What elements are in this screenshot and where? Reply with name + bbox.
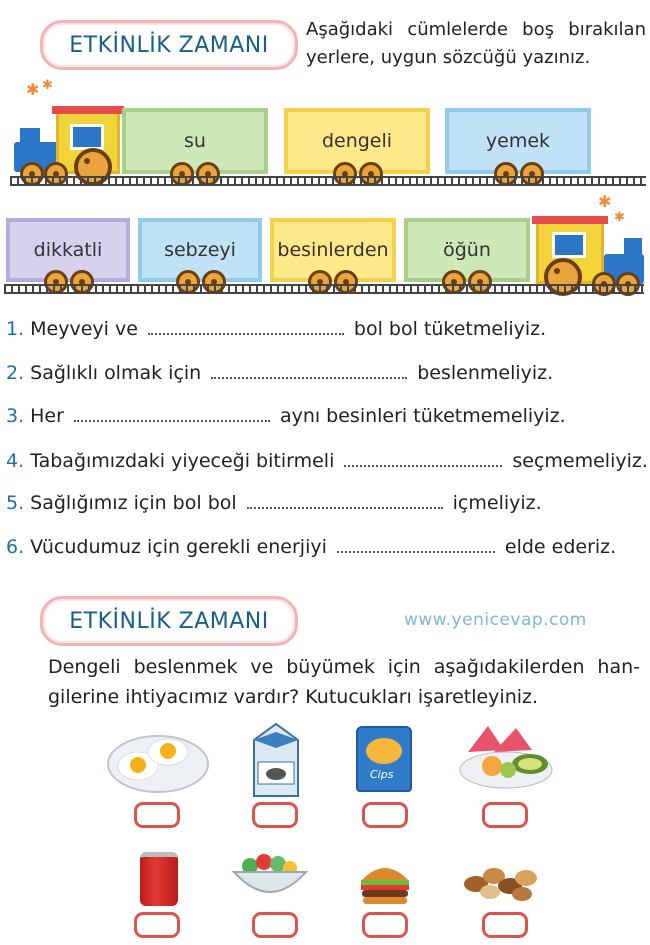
checkbox-soda-can[interactable] (134, 912, 180, 938)
car-label: dengeli (321, 130, 393, 152)
question-4: 4. Tabağımızdaki yiyeceği bitirmeli seçmemeliyiz. (6, 450, 648, 472)
answer-blank[interactable] (74, 416, 270, 422)
egg-plate-icon (106, 728, 210, 794)
fruit-plate-icon (458, 722, 554, 792)
car-label: öğün (443, 239, 491, 261)
smoke-icon: ✱ (598, 192, 612, 211)
section2-title: ETKİNLİK ZAMANI (40, 596, 298, 646)
checkbox-milk-carton[interactable] (252, 802, 298, 828)
car-label: yemek (485, 130, 551, 152)
salad-bowl-icon (232, 852, 308, 906)
answer-blank[interactable] (247, 503, 443, 509)
chips-bag-icon: Cips (356, 726, 412, 792)
watermark: www.yenicevap.com (404, 610, 587, 630)
car-label: sebzeyi (164, 239, 236, 261)
checkbox-hamburger[interactable] (362, 912, 408, 938)
section2-instruction: Dengeli beslenmek ve büyümek için aşağıdakilerden han-gilerine ihtiyacımız vardır? Kutucukları işaretleyiniz. (48, 656, 640, 708)
train-car-yemek (445, 108, 591, 174)
train-car-dikkatli (6, 218, 130, 282)
section1-title: ETKİNLİK ZAMANI (40, 20, 298, 70)
answer-blank[interactable] (148, 329, 344, 335)
question-6: 6. Vücudumuz için gerekli enerjiyi elde ederiz. (6, 536, 617, 558)
answer-blank[interactable] (344, 461, 502, 467)
nuts-icon (460, 860, 542, 904)
train-car-sebzeyi (138, 218, 262, 282)
soda-can-icon (140, 852, 178, 906)
train-car-ogun (404, 218, 530, 282)
checkbox-fruit-plate[interactable] (482, 802, 528, 828)
question-2: 2. Sağlıklı olmak için beslenmeliyiz. (6, 362, 554, 384)
train-car-besinlerden (270, 218, 396, 282)
smoke-icon: ✱ (614, 210, 625, 225)
car-label: su (184, 130, 206, 152)
rail-track (10, 176, 646, 186)
car-label: dikkatli (33, 239, 103, 261)
answer-blank[interactable] (337, 547, 495, 553)
checkbox-nuts[interactable] (482, 912, 528, 938)
hamburger-icon (358, 860, 412, 906)
train-car-su (122, 108, 268, 174)
car-label: besinlerden (277, 239, 389, 261)
section1-instruction: Aşağıdaki cümlelerde boş bırakılan yerlere, uygun sözcüğü yazınız. (306, 19, 646, 68)
question-5: 5. Sağlığımız için bol bol içmeliyiz. (6, 492, 542, 514)
milk-carton-icon (248, 722, 302, 798)
checkbox-salad-bowl[interactable] (252, 912, 298, 938)
train-car-dengeli (284, 108, 430, 174)
question-1: 1. Meyveyi ve bol bol tüketmeliyiz. (6, 318, 547, 340)
smoke-icon: ✱ (42, 78, 53, 93)
checkbox-egg-plate[interactable] (134, 802, 180, 828)
rail-track (4, 284, 644, 294)
checkbox-chips-bag[interactable] (362, 802, 408, 828)
smoke-icon: ✱ (26, 80, 40, 99)
answer-blank[interactable] (211, 373, 407, 379)
question-3: 3. Her aynı besinleri tüketmemeliyiz. (6, 405, 566, 427)
